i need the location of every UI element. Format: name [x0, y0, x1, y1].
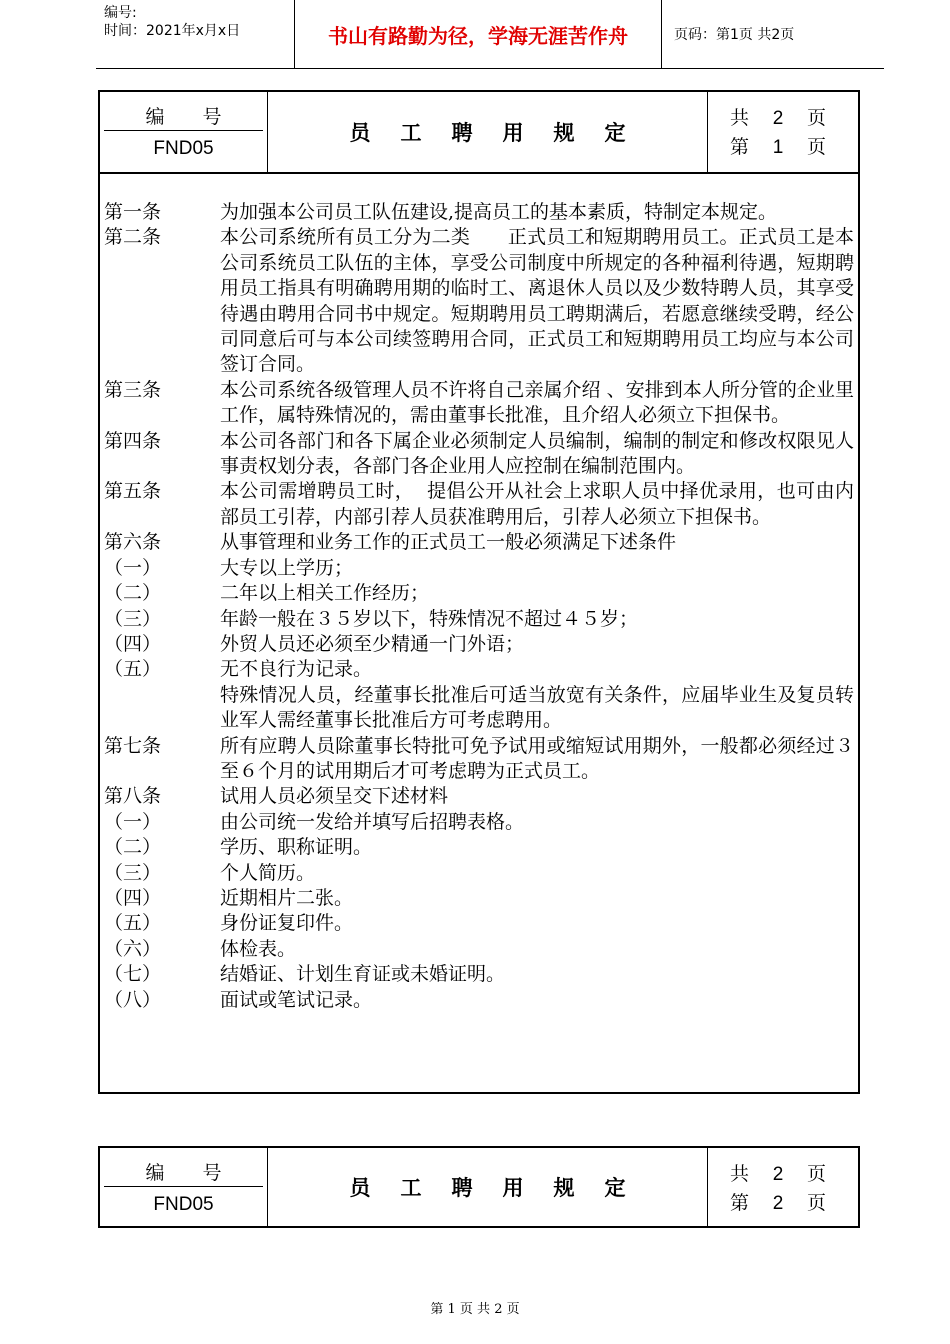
article-text: 从事管理和业务工作的正式员工一般必须满足下述条件	[220, 531, 677, 554]
article-2	[104, 225, 854, 377]
item-text: 由公司统一发给并填写后招聘表格。	[220, 810, 525, 833]
list-item	[104, 657, 854, 682]
total-prefix: 共	[730, 1163, 750, 1185]
article-1	[104, 200, 854, 225]
item-text: 体检表。	[220, 937, 297, 960]
page-unit: 页	[807, 1163, 827, 1185]
item-label: （二）	[104, 836, 162, 859]
doc-title: 员工聘用规定	[268, 92, 708, 172]
list-item	[104, 810, 854, 835]
current-prefix: 第	[730, 136, 750, 158]
item-text: 学历、职称证明。	[220, 836, 373, 859]
item-text: 个人简历。	[220, 861, 316, 884]
article-text: 本公司系统所有员工分为二类 正式员工和短期聘用员工。正式员工是本公司系统员工队伍的主体，享受公司制度中所规定的各种福利待遇，短期聘用员工指具有明确聘用期的临时工、离退休人员以及少数特聘人员，其享受待遇由聘用合同书中规定。短期聘用员工聘期满后，若愿意继续受聘，经公司同意后可与本公司续签聘用合同，正式员工和短期聘用员工均应与本公司签订合同。	[220, 226, 854, 376]
current-prefix: 第	[730, 1192, 750, 1214]
article-3	[104, 378, 854, 429]
article-text: 本公司各部门和各下属企业必须制定人员编制，编制的制定和修改权限见人事责权划分表，各部门各企业用人应控制在编制范围内。	[220, 429, 854, 478]
item-text: 二年以上相关工作经历；	[220, 582, 430, 605]
item-label: （一）	[104, 810, 162, 833]
list-item	[104, 835, 854, 860]
total-prefix: 共	[730, 107, 750, 129]
article-label: 第一条	[104, 201, 162, 223]
doc-code-cell	[100, 1148, 268, 1226]
list-item	[104, 581, 854, 606]
doc-code-label: 编号	[145, 1162, 260, 1184]
item-label: （六）	[104, 937, 162, 960]
page-header	[96, 0, 884, 69]
article-text: 为加强本公司员工队伍建设,提高员工的基本素质，特制定本规定。	[220, 201, 778, 223]
item-label: （三）	[104, 607, 162, 630]
footer-page-number: 第 1 页 共 2 页	[430, 1302, 520, 1317]
item-label: （五）	[104, 658, 162, 681]
article-text: 所有应聘人员除董事长特批可免予试用或缩短试用期外，一般都必须经过３至６个月的试用期后才可考虑聘为正式员工。	[220, 734, 854, 782]
header-page-info: 页码：第1页 共2页	[674, 27, 795, 43]
header-divider	[661, 0, 662, 68]
current-page: 2	[772, 1193, 784, 1214]
item-label: （一）	[104, 556, 162, 579]
article-7	[104, 734, 854, 785]
title-table-page-1	[98, 90, 860, 174]
title-table-page-2	[98, 1146, 860, 1228]
article-label: 第七条	[104, 734, 162, 757]
list-item	[104, 911, 854, 936]
article-label: 第六条	[104, 531, 162, 554]
list-item	[104, 632, 854, 657]
document-content	[104, 200, 854, 1013]
item-text: 无不良行为记录。	[220, 658, 373, 681]
article-note: 特殊情况人员，经董事长批准后可适当放宽有关条件，应届毕业生及复员转业军人需经董事长批准后方可考虑聘用。	[220, 683, 854, 732]
list-item	[104, 962, 854, 987]
doc-code: FND05	[153, 138, 214, 159]
list-item	[104, 861, 854, 886]
item-label: （四）	[104, 632, 162, 655]
code-divider	[104, 1186, 263, 1187]
item-text: 近期相片二张。	[220, 886, 354, 909]
item-label: （二）	[104, 582, 162, 605]
list-item	[104, 556, 854, 581]
item-label: （三）	[104, 861, 162, 884]
article-text: 本公司需增聘员工时， 提倡公开从社会上求职人员中择优录用，也可由内部员工引荐，内部引荐人员获准聘用后，引荐人必须立下担保书。	[220, 480, 854, 528]
item-label: （八）	[104, 988, 162, 1011]
header-time-label: 时间：2021年x月x日	[104, 23, 241, 39]
article-text: 本公司系统各级管理人员不许将自己亲属介绍 、安排到本人所分管的企业里工作，属特殊情况的，需由董事长批准，且介绍人必须立下担保书。	[220, 378, 854, 427]
article-label: 第五条	[104, 480, 162, 503]
item-label: （七）	[104, 963, 162, 986]
article-label: 第二条	[104, 226, 162, 249]
item-text: 身份证复印件。	[220, 912, 354, 935]
article-8	[104, 784, 854, 809]
header-meta	[104, 4, 240, 40]
doc-title: 员工聘用规定	[268, 1148, 708, 1226]
article-4	[104, 429, 854, 480]
doc-code-label: 编号	[145, 106, 260, 128]
code-divider	[104, 130, 263, 131]
total-pages: 2	[772, 108, 784, 129]
list-item	[104, 607, 854, 632]
item-text: 结婚证、计划生育证或未婚证明。	[220, 963, 506, 986]
total-pages: 2	[772, 1164, 784, 1185]
article-5	[104, 479, 854, 530]
article-label: 第三条	[104, 378, 162, 401]
page-unit: 页	[807, 136, 827, 158]
list-item	[104, 988, 854, 1013]
article-6-note	[104, 683, 854, 734]
doc-page-counter	[730, 1160, 826, 1218]
page-unit: 页	[807, 107, 827, 129]
item-label: （四）	[104, 886, 162, 909]
item-text: 大专以上学历；	[220, 556, 354, 579]
list-item	[104, 937, 854, 962]
doc-code: FND05	[153, 1194, 214, 1215]
page-unit: 页	[807, 1192, 827, 1214]
article-label: 第八条	[104, 785, 162, 808]
item-text: 年龄一般在３５岁以下，特殊情况不超过４５岁；	[220, 607, 639, 630]
article-label: 第四条	[104, 429, 162, 452]
doc-page-counter	[730, 104, 826, 162]
article-text: 试用人员必须呈交下述材料	[220, 785, 449, 808]
item-text: 外贸人员还必须至少精通一门外语；	[220, 632, 525, 655]
header-motto: 书山有路勤为径，学海无涯苦作舟	[328, 23, 628, 48]
article-6	[104, 530, 854, 555]
item-text: 面试或笔试记录。	[220, 988, 373, 1011]
current-page: 1	[772, 137, 784, 158]
item-label: （五）	[104, 912, 162, 935]
doc-code-cell	[100, 92, 268, 172]
list-item	[104, 886, 854, 911]
header-number-label: 编号:	[104, 5, 137, 21]
